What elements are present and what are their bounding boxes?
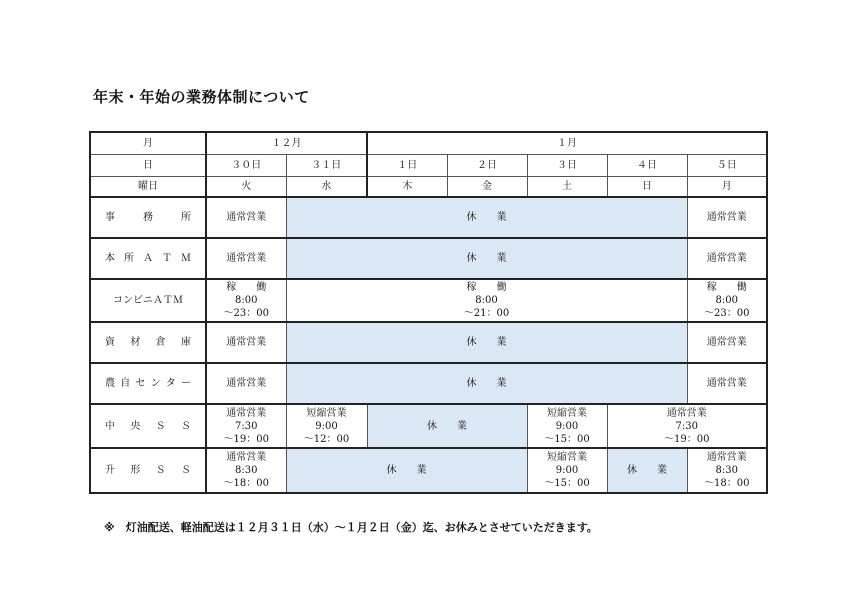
facility-name-part: 自: [120, 378, 131, 389]
cell-line: 休 業: [466, 253, 507, 264]
facility-name-part: 本: [105, 253, 115, 264]
facility-name-part: ン: [150, 378, 161, 389]
facility-name-part: 庫: [180, 337, 191, 348]
closed-cell: [286, 197, 687, 238]
open-cell: [206, 238, 286, 279]
cell-line: 8:00: [475, 295, 498, 306]
cell-line: 9:00: [315, 420, 338, 432]
cell-line: 9:00: [555, 420, 579, 432]
day-header: １日: [367, 154, 447, 176]
facility-name-part: Ｓ: [180, 420, 191, 432]
facility-name-part: 中: [105, 420, 115, 432]
closed-cell: [286, 238, 687, 279]
cell-line: 短縮営業: [306, 407, 347, 419]
cell-line: 通常営業: [226, 337, 267, 348]
facility-name: [90, 238, 206, 279]
open-cell: [286, 404, 367, 448]
weekday-header: 水: [286, 176, 367, 197]
open-cell: [206, 279, 286, 322]
facility-name-text: [91, 336, 205, 349]
facility-name: [90, 279, 206, 322]
facility-name: [90, 322, 206, 363]
facility-name-part: 倉: [155, 337, 166, 348]
open-cell: [206, 197, 286, 238]
facility-name-part: 材: [130, 337, 141, 348]
facility-name-part: ー: [180, 378, 191, 389]
facility-row: [90, 322, 767, 363]
day-header: ２日: [447, 154, 527, 176]
cell-line: 稼 働: [706, 282, 747, 293]
weekday-header: 土: [527, 176, 607, 197]
cell-line: 休 業: [386, 465, 427, 476]
closed-cell: [286, 448, 527, 493]
facility-name-part: 升: [105, 465, 115, 476]
facility-name-text: [91, 252, 205, 265]
cell-line: 通常営業: [706, 337, 747, 348]
schedule-table: [89, 131, 768, 494]
cell-line: ～12：00: [303, 433, 350, 445]
cell-line: ～19：00: [223, 433, 269, 445]
cell-line: 稼 働: [466, 282, 507, 293]
open-cell: [206, 363, 286, 404]
facility-name: [90, 448, 206, 493]
weekday-header: 金: [447, 176, 527, 197]
facility-row: [90, 448, 767, 493]
open-cell: [687, 322, 767, 363]
cell-line: 短縮営業: [547, 452, 587, 463]
facility-name-part: セ: [135, 378, 146, 389]
open-cell: [206, 322, 286, 363]
cell-line: ～18：00: [223, 478, 269, 489]
cell-line: 通常営業: [666, 407, 707, 419]
open-cell: [687, 197, 767, 238]
closed-cell: [607, 448, 687, 493]
day-header: ４日: [607, 154, 687, 176]
facility-name-part: コンビニＡＴＭ: [113, 295, 183, 306]
facility-row: [90, 238, 767, 279]
day-header: ３１日: [286, 154, 367, 176]
weekday-header: 日: [607, 176, 687, 197]
page-title: 年末・年始の業務体制について: [93, 88, 310, 106]
cell-line: 7:30: [675, 420, 698, 432]
cell-line: 8:30: [715, 465, 738, 476]
day-row: [90, 154, 767, 176]
closed-cell: [286, 322, 687, 363]
cell-line: 通常営業: [706, 253, 747, 264]
cell-line: ～15：00: [544, 478, 590, 489]
facility-row: [90, 363, 767, 404]
cell-line: 9:00: [555, 465, 579, 476]
cell-line: 通常営業: [226, 378, 267, 389]
facility-name-part: 央: [130, 420, 141, 432]
cell-line: 休 業: [466, 212, 507, 223]
weekday-label: 曜日: [90, 176, 206, 197]
delivery-note: ※ 灯油配送、軽油配送は１２月３１日（水）～１月２日（金）迄、お休みとさせていただきます。: [104, 521, 598, 534]
facility-name-part: 事: [105, 212, 115, 223]
weekday-header: 月: [687, 176, 767, 197]
cell-line: ～23：00: [223, 308, 269, 319]
facility-name: [90, 363, 206, 404]
facility-name-part: 所: [181, 212, 191, 223]
cell-line: 通常営業: [226, 212, 267, 223]
cell-line: 通常営業: [226, 407, 267, 419]
open-cell: [687, 238, 767, 279]
open-cell: [527, 448, 607, 493]
facility-name-text: [91, 294, 205, 307]
facility-name-part: Ｓ: [155, 420, 166, 432]
cell-line: 通常営業: [226, 253, 267, 264]
facility-row: [90, 404, 767, 448]
facility-name-part: 形: [130, 465, 141, 476]
cell-line: 通常営業: [226, 452, 267, 463]
facility-name-part: Ｍ: [181, 253, 191, 264]
facility-name-part: 資: [105, 337, 115, 348]
open-cell: [527, 404, 607, 448]
weekday-header: 木: [367, 176, 447, 197]
facility-name-part: Ｔ: [162, 253, 172, 264]
cell-line: 休 業: [427, 420, 467, 432]
facility-name-part: Ｓ: [180, 465, 191, 476]
facility-name-text: [91, 420, 205, 433]
facility-name-part: 農: [105, 378, 115, 389]
facility-name: [90, 404, 206, 448]
cell-line: 7:30: [235, 420, 258, 432]
cell-line: ～15：00: [544, 433, 590, 445]
cell-line: ～19：00: [664, 433, 710, 445]
month-header: １２月: [206, 132, 367, 154]
facility-name-part: Ａ: [143, 253, 153, 264]
facility-name-text: [91, 464, 205, 477]
cell-line: ～21：00: [463, 308, 510, 319]
cell-line: 稼 働: [226, 282, 267, 293]
closed-cell: [286, 363, 687, 404]
day-header: ３０日: [206, 154, 286, 176]
facility-name: [90, 197, 206, 238]
facility-row: [90, 197, 767, 238]
cell-line: 短縮営業: [547, 407, 587, 419]
open-cell: [206, 448, 286, 493]
facility-row: [90, 279, 767, 322]
open-cell: [286, 279, 687, 322]
cell-line: 通常営業: [706, 452, 747, 463]
facility-name-text: [91, 377, 205, 390]
weekday-row: [90, 176, 767, 197]
weekday-header: 火: [206, 176, 286, 197]
cell-line: 8:30: [235, 465, 258, 476]
month-row: [90, 132, 767, 154]
facility-name-part: タ: [165, 378, 176, 389]
facility-name-part: 所: [124, 253, 134, 264]
open-cell: [687, 448, 767, 493]
month-header: １月: [367, 132, 767, 154]
open-cell: [687, 363, 767, 404]
cell-line: 8:00: [235, 295, 258, 306]
month-label: 月: [90, 132, 206, 154]
day-header: ５日: [687, 154, 767, 176]
open-cell: [687, 279, 767, 322]
facility-name-text: [91, 211, 205, 224]
cell-line: ～18：00: [704, 478, 750, 489]
cell-line: ～23：00: [704, 308, 750, 319]
cell-line: 休 業: [627, 465, 667, 476]
facility-name-part: 務: [143, 212, 153, 223]
cell-line: 8:00: [715, 295, 738, 306]
facility-name-part: Ｓ: [155, 465, 166, 476]
open-cell: [206, 404, 286, 448]
cell-line: 休 業: [466, 337, 507, 348]
cell-line: 休 業: [466, 378, 507, 389]
day-header: ３日: [527, 154, 607, 176]
cell-line: 通常営業: [706, 212, 747, 223]
day-label: 日: [90, 154, 206, 176]
open-cell: [607, 404, 767, 448]
cell-line: 通常営業: [706, 378, 747, 389]
closed-cell: [367, 404, 527, 448]
